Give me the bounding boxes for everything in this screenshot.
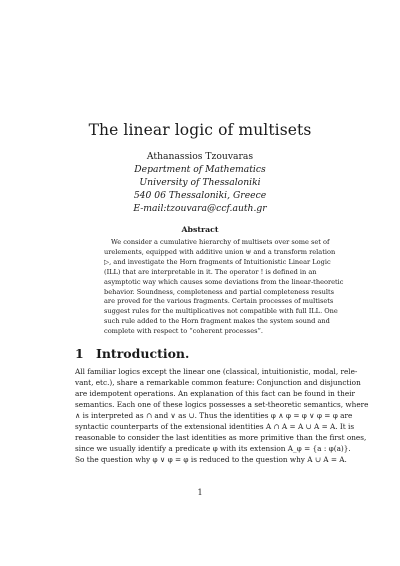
abstract-line: We consider a cumulative hierarchy of multisets over some set of [111, 238, 330, 246]
paper-title: The linear logic of multisets [88, 121, 312, 139]
section-number: 1 [75, 346, 84, 361]
author-email: E-mail:tzouvara@ccf.auth.gr [133, 203, 267, 214]
body-line: reasonable to consider the last identities as more primitive than the first ones, [75, 433, 367, 442]
body-line: syntactic counterparts of the extensional identities A ∩ A = A ∪ A = A. It is [75, 422, 355, 431]
abstract-line: asymptotic way which causes some deviations from the linear-theoretic [104, 277, 344, 286]
abstract-line: behavior. Soundness, completeness and partial completeness results [104, 287, 334, 296]
page-number: 1 [197, 488, 203, 497]
author-department: Department of Mathematics [134, 164, 266, 175]
body-line: vant, etc.), share a remarkable common feature: Conjunction and disjunction [75, 378, 361, 387]
abstract-line: (ILL) that are interpretable in it. The operator ! is defined in an [104, 267, 317, 276]
body-text [75, 366, 369, 465]
body-line: All familiar logics except the linear one (classical, intuitionistic, modal, rele- [75, 367, 358, 376]
author-block [0, 150, 400, 215]
section-heading [75, 346, 189, 361]
abstract-line: suggest rules for the multiplicatives not compatible with full ILL. One [104, 307, 338, 316]
author-name: Athanassios Tzouvaras [146, 151, 254, 162]
abstract-line: ▷, and investigate the Horn fragments of Intuitionistic Linear Logic [104, 257, 331, 266]
abstract-line: are proved for the various fragments. Certain processes of multisets [104, 297, 334, 306]
abstract-line: urelements, equipped with additive union ⊎ and a transform relation [104, 247, 336, 256]
body-line: since we usually identify a predicate φ with its extension A_φ = {a : φ(a)}. [75, 444, 351, 453]
abstract-line: such rule added to the Horn fragment makes the system sound and [104, 317, 330, 326]
abstract-line: complete with respect to “coherent processes”. [104, 327, 263, 336]
abstract-text [104, 238, 344, 337]
abstract-heading: Abstract [181, 225, 219, 234]
section-title: Introduction. [96, 346, 190, 361]
author-address: 540 06 Thessaloniki, Greece [133, 190, 267, 201]
body-line: are idempotent operations. An explanation of this fact can be found in their [75, 389, 355, 398]
body-line: So the question why φ ∨ φ = φ is reduced to the question why A ∪ A = A. [75, 455, 347, 464]
body-line: semantics. Each one of these logics possesses a set-theoretic semantics, where [75, 400, 369, 409]
body-line: ∧ is interpreted as ∩ and ∨ as ∪. Thus the identities φ ∧ φ = φ ∨ φ = φ are [75, 411, 353, 420]
author-university: University of Thessaloniki [139, 177, 261, 188]
